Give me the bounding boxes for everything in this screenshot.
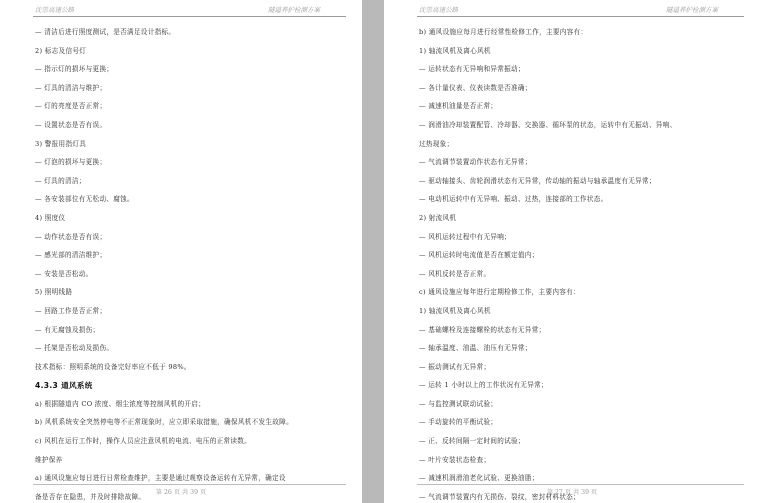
page-footer: 第 26 页 共 39 页 xyxy=(155,489,207,496)
text-line: b) 风机系统安全突然停电等不正常现象时，应立即采取措施，确保风机不发生故障。 xyxy=(35,418,293,427)
text-line: c) 通风设施应每年进行定期检修工作，主要内容有： xyxy=(419,288,580,297)
text-line: — 有无腐蚀及损伤； xyxy=(35,325,100,334)
page-footer: 第 27 页 共 39 页 xyxy=(546,489,598,496)
text-line: — 各计量仪表、仪表读数是否准确； xyxy=(419,83,532,92)
text-line: — 各安装部位有无松动、腐蚀。 xyxy=(35,195,134,204)
text-line: — 灯具的清洁； xyxy=(35,176,86,185)
document-page-left xyxy=(0,0,362,503)
text-line: — 与监控测试联动试验； xyxy=(419,399,498,408)
text-line: — 托架是否松动及损伤。 xyxy=(35,344,114,353)
text-line: c) 风机在运行工作时，操作人员应注意风机的电流、电压的正常读数。 xyxy=(35,437,252,446)
text-line: 技术指标：照明系统的设备完好率应不低于 98%。 xyxy=(35,362,191,371)
text-line: — 手动旋转的平衡试验； xyxy=(419,418,498,427)
text-line: — 清洁后进行照度测试，是否满足设计指标。 xyxy=(35,28,176,36)
text-line: — 气流调节装置内有无损伤、裂纹，密封材料状态； xyxy=(419,492,580,501)
text-line: a) 通风设施应每日进行日常检查维护，主要是通过观察设备运转有无异常，确定设 xyxy=(35,474,286,483)
document-page-right xyxy=(384,0,760,503)
header-right-text: 隧道养护检测方案 xyxy=(268,6,320,14)
text-line: — 感光部的清洁维护； xyxy=(35,251,107,260)
text-line: 3) 警报用指灯具 xyxy=(35,139,87,148)
header-right-text: 隧道养护检测方案 xyxy=(666,6,718,14)
text-line: — 振动测试有无异常； xyxy=(419,362,491,371)
text-line: — 风机运转过程中有无异响； xyxy=(419,232,512,241)
text-line: — 安装是否松动。 xyxy=(35,269,93,278)
text-line: — 润滑油冷却装置配管、冷却器、交换器、循环泵的状态，运转中有无振动、异响、 xyxy=(419,120,677,129)
text-line: 4) 照度仪 xyxy=(35,213,66,222)
page-body xyxy=(419,28,750,503)
footer-divider xyxy=(33,484,346,485)
text-line: 备是否存在隐患，并及时排除故障。 xyxy=(35,492,146,501)
text-line: — 运转 1 小时以上的工作状况有无异常； xyxy=(419,381,548,390)
text-line: 维护保养 xyxy=(35,455,63,464)
text-line: 1) 轴流风机及离心风机 xyxy=(419,306,491,315)
section-heading: 4.3.3 通风系统 xyxy=(35,381,93,391)
text-line: — 回路工作是否正常； xyxy=(35,306,107,315)
text-line: — 正、反转间隔一定时间的试验； xyxy=(419,437,525,446)
text-line: — 风机运转时电流值是否在额定值内； xyxy=(419,251,539,260)
text-line: 2) 标志及信号灯 xyxy=(35,46,87,55)
text-line: — 风机反转是否正常。 xyxy=(419,269,491,278)
text-line: — 设置状态是否有误。 xyxy=(35,120,107,129)
footer-divider xyxy=(417,484,744,485)
text-line: — 气流调节装置动作状态有无异常； xyxy=(419,158,532,167)
text-line: — 灯具的清洁与维护； xyxy=(35,83,107,92)
text-line: — 基础螺栓及连接螺栓的状态有无异常； xyxy=(419,325,546,334)
page-body xyxy=(35,28,352,503)
text-line: — 叶片安装状态检查； xyxy=(419,455,491,464)
text-line: a) 根据隧道内 CO 浓度、烟尘浓度等控制风机的开启； xyxy=(35,399,206,408)
header-left-text: 沈崇高速公路 xyxy=(35,6,74,14)
page-gutter xyxy=(362,0,384,503)
text-line: — 灯的亮度是否正常； xyxy=(35,102,107,111)
text-line: — 灯泡的损坏与更换； xyxy=(35,158,107,167)
page-header xyxy=(33,4,346,17)
text-line: — 减速机油量是否正常； xyxy=(419,102,498,111)
text-line: — 运转状态有无异响和异常振动； xyxy=(419,65,525,74)
header-left-text: 沈崇高速公路 xyxy=(419,6,458,14)
text-line: — 电动机运转中有无异响、振动、过热，连接部的工作状态。 xyxy=(419,195,608,204)
text-line: 过热现象； xyxy=(419,139,454,148)
text-line: 1) 轴流风机及离心风机 xyxy=(419,46,491,55)
text-line: — 动作状态是否有误； xyxy=(35,232,107,241)
text-line: — 轴承温度、油温、油压有无异常； xyxy=(419,344,532,353)
page-header xyxy=(417,4,744,17)
text-line: b) 通风设施应每月进行经常性检修工作，主要内容有： xyxy=(419,28,588,36)
text-line: — 减速机润滑油老化试验、更换油脂； xyxy=(419,474,539,483)
text-line: 2) 射流风机 xyxy=(419,213,457,222)
text-line: 5) 照明线路 xyxy=(35,288,73,297)
text-line: — 驱动轴接头、齿轮润滑状态有无异常，传动轴的振动与轴承温度有无异常； xyxy=(419,176,656,185)
text-line: — 指示灯的损坏与更换； xyxy=(35,65,114,74)
